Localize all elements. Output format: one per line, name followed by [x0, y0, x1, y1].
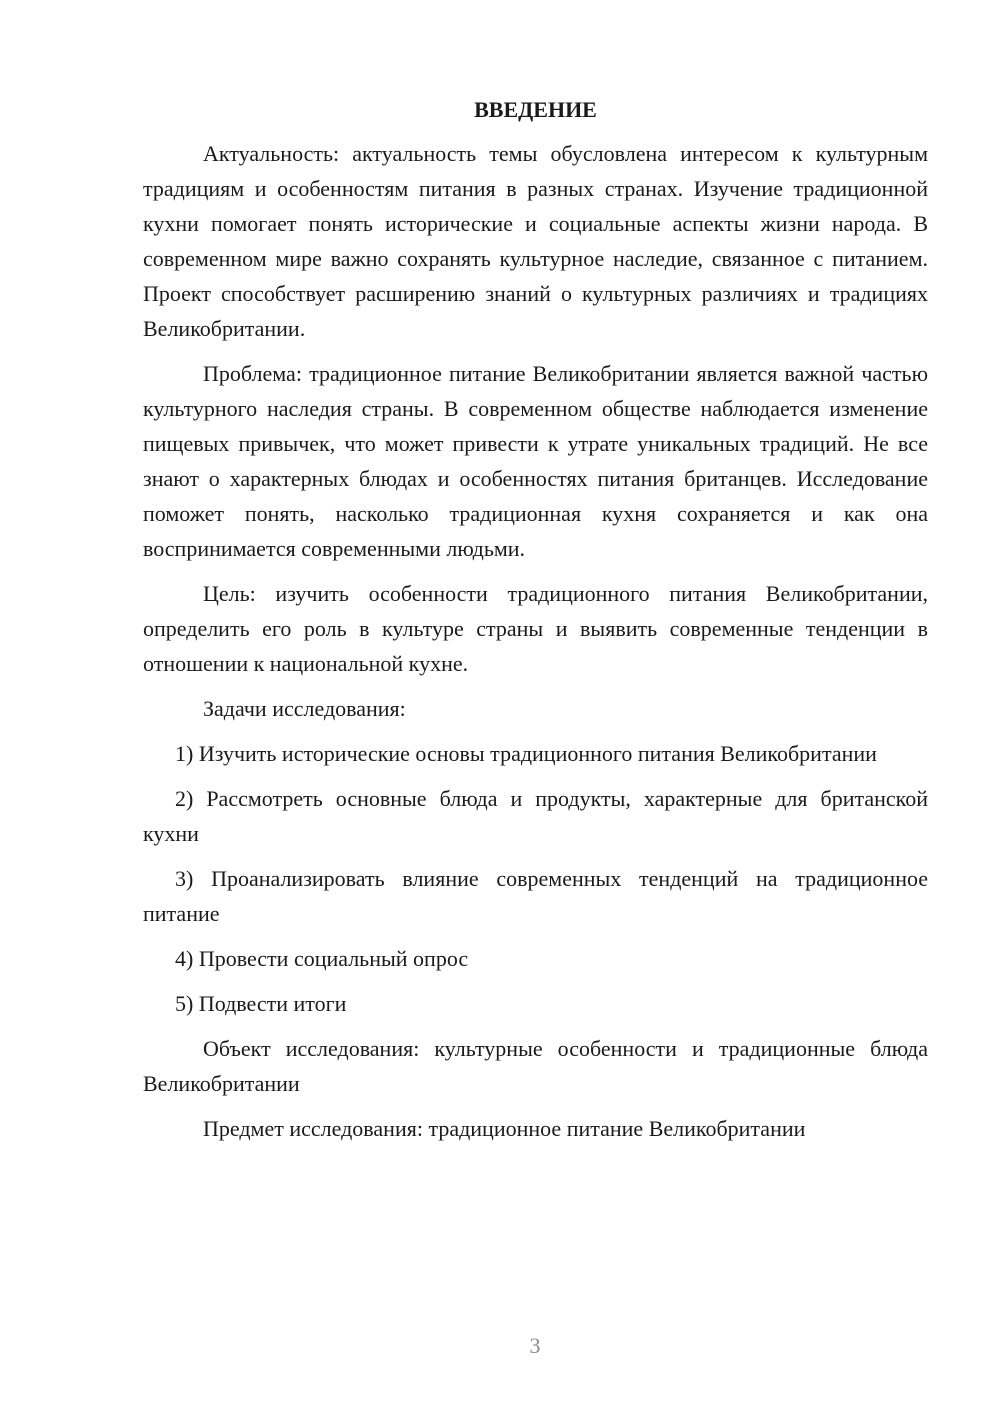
page-title: ВВЕДЕНИЕ	[474, 97, 597, 122]
problem-paragraph: Проблема: традиционное питание Великобритании является важной частью культурного наследия страны. В современном обществе наблюдается изменение пищевых привычек, что может привести к утрате уникальных традиций. Не все знают о характерных блюдах и особенностях питания британцев. Исследование поможет понять, насколько традиционная кухня сохраняется и как она воспринимается современными людьми.	[143, 361, 928, 561]
object-paragraph: Объект исследования: культурные особенности и традиционные блюда Великобритании	[143, 1036, 928, 1096]
goal-paragraph: Цель: изучить особенности традиционного питания Великобритании, определить его роль в культуре страны и выявить современные тенденции в отношении к национальной кухне.	[143, 581, 928, 676]
subject-paragraph: Предмет исследования: традиционное питание Великобритании	[203, 1116, 806, 1141]
page-content	[143, 94, 928, 1156]
task-item: 2) Рассмотреть основные блюда и продукты, характерные для британской кухни	[143, 786, 928, 846]
task-item: 1) Изучить исторические основы традиционного питания Великобритании	[175, 741, 877, 766]
task-item: 3) Проанализировать влияние современных тенденций на традиционное питание	[143, 866, 928, 926]
task-item: 4) Провести социальный опрос	[175, 946, 469, 971]
task-item: 5) Подвести итоги	[175, 991, 347, 1016]
page-number: 3	[529, 1333, 541, 1358]
tasks-heading: Задачи исследования:	[203, 696, 406, 721]
relevance-paragraph: Актуальность: актуальность темы обусловлена интересом к культурным традициям и особенностям питания в разных странах. Изучение традиционной кухни помогает понять исторические и социальные аспекты жизни народа. В современном мире важно сохранять культурное наследие, связанное с питанием. Проект способствует расширению знаний о культурных различиях и традициях Великобритании.	[143, 141, 928, 341]
